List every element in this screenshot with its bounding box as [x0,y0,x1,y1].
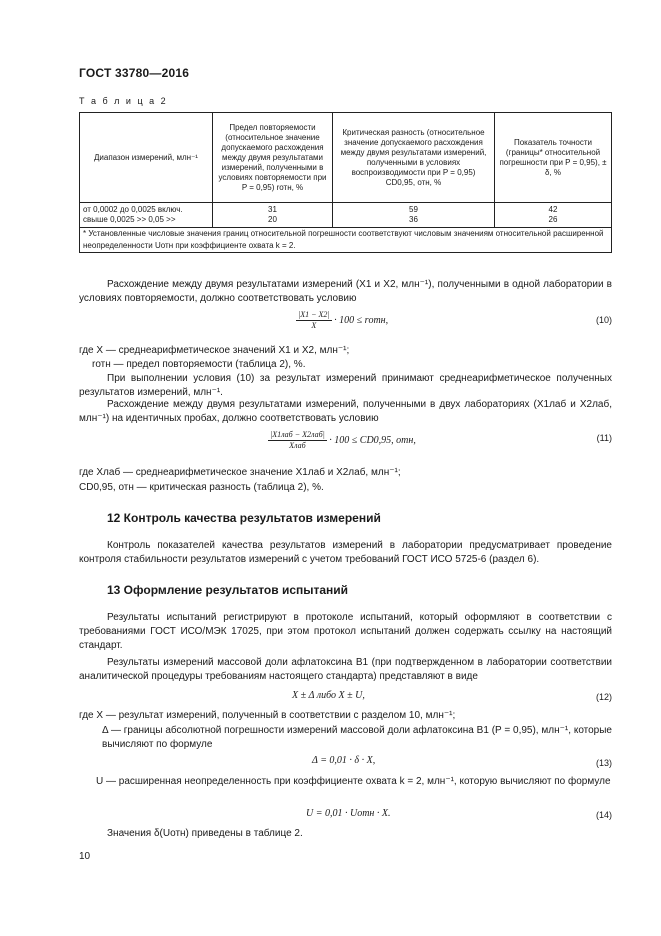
where-12-delta: Δ — границы абсолютной погрешности измерений массовой доли афлатоксина B1 (P = 0,95), млн⁻¹, которые вычисляют по формуле [102,725,612,750]
table-row [80,215,612,228]
cell-range: от 0,0002 до 0,0025 включ. [80,203,213,216]
formula-13: Δ = 0,01 · δ · X, [312,755,376,766]
cell-delta: 42 [495,203,612,216]
cell-delta: 26 [495,215,612,228]
table-footnote-row [80,228,612,253]
section-12-title: 12 Контроль качества результатов измерений [107,511,381,525]
formula-11-numerator: |X1лаб − X2лаб| [270,430,325,439]
formula-10-numerator: |X1 − X2| [298,310,330,319]
formula-12: X ± Δ либо X ± U, [292,690,365,701]
where-10-r: rотн — предел повторяемости (таблица 2), %. [92,359,306,370]
formula-14: U = 0,01 · Uотн · X. [306,808,391,819]
formula-11-label: (11) [596,433,612,443]
where-10-mean: где X — среднеарифметическое значений X1 и X2, млн⁻¹; [79,345,350,356]
paragraph-condition: При выполнении условия (10) за результат измерений принимают среднеарифметическое полученных результатов измерений, млн⁻¹. [79,373,612,398]
formula-11-denominator: Xлаб [289,441,306,450]
formula-10-denominator: X [311,321,317,330]
cell-cd: 36 [333,215,495,228]
paragraph-quality-control: Контроль показателей качества результатов измерений в лаборатории предусматривает проведение контроля стабильности результатов измерений с учетом требований ГОСТ ИСО 5725-6 (раздел 6). [79,540,612,565]
paragraph-reproducibility: Расхождение между двумя результатами измерений, полученными в двух лабораториях (X1лаб и X2лаб, млн⁻¹) на идентичных пробах, должно соответствовать условию [79,399,612,424]
col-header-repeatability: Предел повторяемости (относительное значение допускаемого расхождения между двумя результатами измерений, полученными в условиях повторяемости при P = 0,95) rотн, % [213,113,333,203]
paragraph-protocol: Результаты испытаний регистрируют в протоколе испытаний, который оформляют в соответствии с требованиями ГОСТ ИСО/МЭК 17025, при этом протокол испытаний должен содержать ссылку на настоящий стандарт. [79,612,612,651]
cell-cd: 59 [333,203,495,216]
formula-13-label: (13) [595,758,612,768]
formula-11 [268,430,416,451]
formula-12-label: (12) [595,692,612,702]
table-footnote: * Установленные числовые значения границ относительной погрешности соответствуют числовым значениям относительной расширенной неопределенности Uотн при коэффициенте охвата k = 2. [80,228,612,253]
col-header-critical-difference: Критическая разность (относительное значение допускаемого расхождения между двумя результатами измерений, полученными в условиях воспроизводимости при P = 0,95) CD0,95, отн, % [333,113,495,203]
table-row [80,203,612,216]
table-header-row [80,113,612,203]
document-header: ГОСТ 33780—2016 [79,66,190,80]
cell-range: свыше 0,0025 >> 0,05 >> [80,215,213,228]
paragraph-repeatability: Расхождение между двумя результатами измерений (X1 и X2, млн⁻¹), полученными в одной лаборатории в условиях повторяемости, должно соответствовать условию [79,279,612,304]
formula-11-rest: · 100 ≤ CD0,95, отн, [329,434,416,446]
col-header-accuracy: Показатель точности (границы* относительной погрешности при P = 0,95), ± δ, % [495,113,612,203]
formula-10-label: (10) [595,315,612,325]
paragraph-results-form: Результаты измерений массовой доли афлатоксина B1 (при подтвержденном в лаборатории соответствии аналитической процедуры требованиям настоящего стандарта) представляют в виде [79,657,612,682]
cell-r: 31 [213,203,333,216]
cell-r: 20 [213,215,333,228]
formula-10-rest: · 100 ≤ rотн, [334,314,389,326]
where-11-cd: CD0,95, отн — критическая разность (таблица 2), %. [79,482,324,493]
section-13-title: 13 Оформление результатов испытаний [107,583,349,597]
paragraph-values-ref: Значения δ(Uотн) приведены в таблице 2. [107,828,303,839]
col-header-range: Диапазон измерений, млн⁻¹ [80,113,213,203]
formula-14-label: (14) [595,810,612,820]
where-13-u: U — расширенная неопределенность при коэффициенте охвата k = 2, млн⁻¹, которую вычисляют по формуле [96,776,611,787]
where-11-mean: где Xлаб — среднеарифметическое значение X1лаб и X2лаб, млн⁻¹; [79,467,401,478]
table-caption: Т а б л и ц а 2 [79,96,168,106]
where-12-x: где X — результат измерений, полученный в соответствии с разделом 10, млн⁻¹; [79,710,456,721]
page-number: 10 [79,851,91,862]
accuracy-table [79,112,612,253]
formula-10 [296,310,388,331]
